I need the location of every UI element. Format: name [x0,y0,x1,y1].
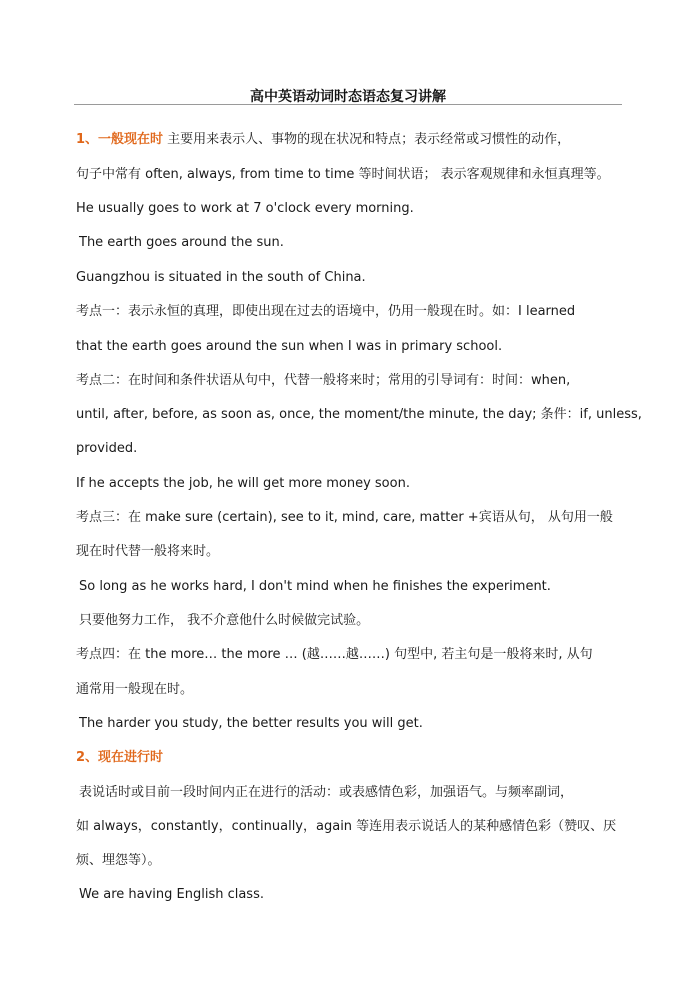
example-sentence: We are having English class. [79,887,264,902]
section-heading-present-progressive: 2、现在进行时 [76,750,164,765]
exam-point-4: 考点四：在 the more… the more … (越……越……) 句型中, 若主句是一般将来时, 从句 [76,647,593,662]
title-divider [74,104,622,105]
paragraph-line: 表说话时或目前一段时间内正在进行的活动：或表感情色彩，加强语气。与频率副词， [79,785,574,800]
paragraph-line: 通常用一般现在时。 [76,682,194,697]
example-sentence: He usually goes to work at 7 o'clock every morning. [76,201,414,216]
document-title: 高中英语动词时态语态复习讲解 [250,89,446,105]
paragraph-line: that the earth goes around the sun when I was in primary school. [76,339,503,354]
example-sentence: Guangzhou is situated in the south of China. [76,270,366,285]
line-text: 主要用来表示人、事物的现在状况和特点；表示经常或习惯性的动作， [163,132,571,147]
paragraph-line: until, after, before, as soon as, once, the moment/the minute, the day; 条件：if, unless, [76,407,642,422]
exam-point-3: 考点三：在 make sure (certain), see to it, mind, care, matter +宾语从句， 从句用一般 [76,510,613,525]
example-sentence: The earth goes around the sun. [79,235,284,250]
example-translation: 只要他努力工作， 我不介意他什么时候做完试验。 [79,613,370,628]
paragraph-line [76,749,656,767]
paragraph-line: 现在时代替一般将来时。 [76,544,220,559]
section-heading-present-simple: 1、一般现在时 [76,132,164,147]
example-sentence: If he accepts the job, he will get more money soon. [76,476,410,491]
paragraph-line: provided. [76,441,138,456]
paragraph-line [76,131,656,149]
example-sentence: The harder you study, the better results you will get. [79,716,423,731]
exam-point-1: 考点一：表示永恒的真理，即使出现在过去的语境中，仍用一般现在时。如：I learned [76,304,576,319]
exam-point-2: 考点二：在时间和条件状语从句中，代替一般将来时；常用的引导词有：时间：when, [76,373,571,388]
example-sentence: So long as he works hard, I don't mind when he finishes the experiment. [79,579,551,594]
paragraph-line: 烦、埋怨等）。 [76,853,161,868]
paragraph-line: 句子中常有 often, always, from time to time 等时间状语； 表示客观规律和永恒真理等。 [76,167,610,182]
paragraph-line: 如 always，constantly，continually，again 等连用表示说话人的某种感情色彩（赞叹、厌 [76,819,617,834]
